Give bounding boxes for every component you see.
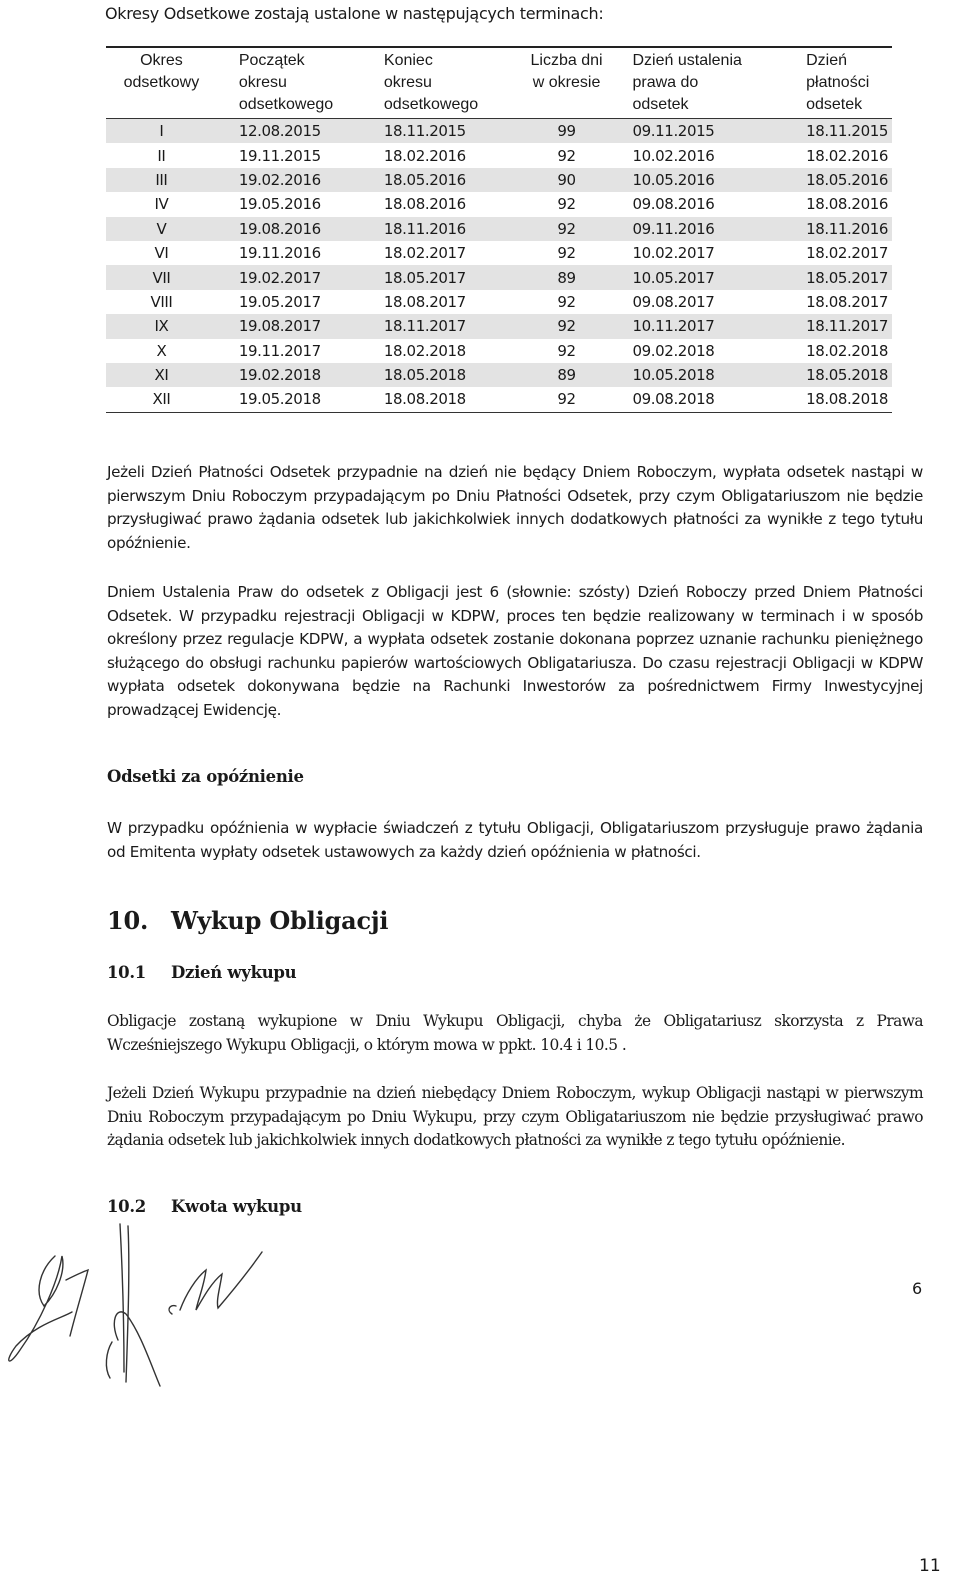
cell-koniec: 18.08.2018 xyxy=(374,387,521,412)
cell-liczba-dni: 92 xyxy=(557,292,576,311)
handwritten-signature-image xyxy=(0,1222,320,1392)
cell-koniec: 18.05.2018 xyxy=(374,363,521,387)
table-row xyxy=(106,168,892,192)
cell-dzien-platnosci: 18.11.2016 xyxy=(784,217,892,241)
cell-dzien-platnosci: 18.05.2018 xyxy=(784,363,892,387)
page-number-outer: 11 xyxy=(919,1556,941,1576)
paragraph-payment-day: Jeżeli Dzień Płatności Odsetek przypadnie na dzień nie będący Dniem Roboczym, wypłata odsetek nastąpi w pierwszym Dniu Roboczym przypadającym po Dniu Płatności Odsetek, przy czym Obligatariuszom nie będzie przysługiwać prawo żądania odsetek lub jakichkolwiek innych dodatkowych płatności za wynikłe z tego tytułu opóźnienie. xyxy=(107,463,923,552)
cell-dzien-platnosci: 18.11.2015 xyxy=(784,119,892,144)
paragraph-record-date: Dniem Ustalenia Praw do odsetek z Obligacji jest 6 (słownie: szósty) Dzień Roboczy przed Dniem Płatności Odsetek. W przypadku rejestracji Obligacji w KDPW, proces ten będzie realizowany w terminach i w sposób określony przez regulacje KDPW, a wypłata odsetek zostanie dokonana poprzez uznanie rachunku pieniężnego służącego do obsługi rachunku papierów wartościowych Obligatariusza. Do czasu rejestracji Obligacji w KDPW wypłata odsetek dokonywana będzie na Rachunki Inwestorów za pośrednictwem Firmy Inwestycyjnej prowadzącej Ewidencję. xyxy=(107,583,923,719)
interest-periods-table xyxy=(106,46,892,413)
cell-dzien-platnosci: 18.02.2018 xyxy=(806,341,888,360)
header-okres: Okres odsetkowy xyxy=(106,47,217,119)
cell-liczba-dni: 92 xyxy=(557,195,576,214)
page-number-inner: 6 xyxy=(912,1279,923,1298)
cell-dzien-ustalenia: 10.11.2017 xyxy=(613,314,785,338)
cell-okres: II xyxy=(157,146,166,165)
cell-dzien-platnosci: 18.02.2017 xyxy=(806,244,888,263)
subsection-number: 10.1 xyxy=(107,963,146,982)
subsection-number: 10.2 xyxy=(107,1197,146,1216)
cell-dzien-platnosci: 18.08.2016 xyxy=(806,195,888,214)
cell-dzien-ustalenia: 10.02.2017 xyxy=(632,244,715,263)
cell-poczatek: 19.11.2016 xyxy=(238,244,321,263)
cell-poczatek: 19.08.2017 xyxy=(217,314,374,338)
cell-koniec: 18.11.2017 xyxy=(374,314,521,338)
table-header-row xyxy=(106,47,892,119)
cell-okres: IV xyxy=(154,195,169,214)
cell-poczatek: 12.08.2015 xyxy=(217,119,374,144)
cell-koniec: 18.05.2016 xyxy=(374,168,521,192)
table-row xyxy=(106,387,892,412)
paragraph-late-interest: W przypadku opóźnienia w wypłacie świadczeń z tytułu Obligacji, Obligatariuszom przysługuje prawo żądania od Emitenta wypłaty odsetek ustawowych za każdy dzień opóźnienia w płatności. xyxy=(107,819,923,861)
cell-okres: I xyxy=(106,119,217,144)
table-row xyxy=(106,217,892,241)
table-row xyxy=(106,192,892,216)
cell-dzien-ustalenia: 09.11.2016 xyxy=(613,217,785,241)
table-row xyxy=(106,363,892,387)
paragraph-redemption-day: Jeżeli Dzień Wykupu przypadnie na dzień niebędący Dniem Roboczym, wykup Obligacji nastąpi w pierwszym Dniu Roboczym przypadającym po Dniu Wykupu, przy czym Obligatariuszom nie będzie przysługiwać prawo żądania odsetek lub jakichkolwiek innych dodatkowych płatności za wynikłe z tego tytułu opóźnienie. xyxy=(107,1084,923,1149)
cell-okres: VIII xyxy=(150,292,173,311)
cell-liczba-dni: 92 xyxy=(521,387,613,412)
subsection-title: Kwota wykupu xyxy=(171,1197,302,1216)
cell-poczatek: 19.02.2016 xyxy=(217,168,374,192)
cell-poczatek: 19.11.2015 xyxy=(238,146,321,165)
cell-liczba-dni: 92 xyxy=(557,341,576,360)
cell-okres: XII xyxy=(106,387,217,412)
cell-dzien-platnosci: 18.05.2017 xyxy=(784,265,892,289)
cell-koniec: 18.11.2015 xyxy=(374,119,521,144)
cell-koniec: 18.08.2017 xyxy=(383,292,466,311)
cell-koniec: 18.05.2017 xyxy=(374,265,521,289)
cell-liczba-dni: 92 xyxy=(557,146,576,165)
cell-poczatek: 19.02.2017 xyxy=(217,265,374,289)
section-number: 10. xyxy=(107,906,149,935)
heading-late-interest: Odsetki za opóźnienie xyxy=(107,767,304,786)
table-row xyxy=(106,314,892,338)
cell-dzien-ustalenia: 09.11.2015 xyxy=(613,119,785,144)
cell-koniec: 18.02.2018 xyxy=(383,341,466,360)
cell-dzien-ustalenia: 09.08.2016 xyxy=(632,195,715,214)
cell-dzien-platnosci: 18.11.2017 xyxy=(784,314,892,338)
cell-liczba-dni: 92 xyxy=(521,217,613,241)
cell-poczatek: 19.05.2018 xyxy=(217,387,374,412)
cell-dzien-ustalenia: 09.08.2018 xyxy=(613,387,785,412)
cell-okres: X xyxy=(156,341,167,360)
table-row xyxy=(106,143,892,167)
cell-okres: XI xyxy=(106,363,217,387)
cell-dzien-platnosci: 18.02.2016 xyxy=(806,146,888,165)
cell-poczatek: 19.11.2017 xyxy=(238,341,321,360)
section-heading xyxy=(107,906,388,935)
cell-koniec: 18.11.2016 xyxy=(374,217,521,241)
cell-poczatek: 19.02.2018 xyxy=(217,363,374,387)
header-koniec: Koniec okresu odsetkowego xyxy=(374,47,521,119)
subsection-heading-10-2 xyxy=(107,1197,302,1216)
cell-dzien-ustalenia: 10.05.2016 xyxy=(613,168,785,192)
table-row xyxy=(106,339,892,363)
cell-liczba-dni: 90 xyxy=(521,168,613,192)
header-poczatek: Początek okresu odsetkowego xyxy=(217,47,374,119)
cell-okres: VII xyxy=(106,265,217,289)
table-row xyxy=(106,290,892,314)
cell-liczba-dni: 99 xyxy=(521,119,613,144)
header-dzien-platnosci: Dzień płatności odsetek xyxy=(784,47,892,119)
intro-text: Okresy Odsetkowe zostają ustalone w następujących terminach: xyxy=(105,4,604,23)
cell-koniec: 18.02.2016 xyxy=(383,146,466,165)
cell-dzien-ustalenia: 09.02.2018 xyxy=(632,341,715,360)
table-row xyxy=(106,265,892,289)
header-liczba-dni: Liczba dni w okresie xyxy=(521,47,613,119)
cell-okres: V xyxy=(106,217,217,241)
section-title: Wykup Obligacji xyxy=(171,906,389,935)
paragraph-redemption: Obligacje zostaną wykupione w Dniu Wykupu Obligacji, chyba że Obligatariusz skorzysta z Prawa Wcześniejszego Wykupu Obligacji, o którym mowa w ppkt. 10.4 i 10.5 . xyxy=(107,1012,923,1054)
cell-dzien-ustalenia: 10.05.2018 xyxy=(613,363,785,387)
cell-poczatek: 19.05.2016 xyxy=(238,195,321,214)
cell-dzien-platnosci: 18.05.2016 xyxy=(784,168,892,192)
table-row xyxy=(106,119,892,144)
cell-koniec: 18.02.2017 xyxy=(383,244,466,263)
subsection-title: Dzień wykupu xyxy=(171,963,297,982)
cell-okres: IX xyxy=(106,314,217,338)
cell-liczba-dni: 92 xyxy=(521,314,613,338)
cell-liczba-dni: 89 xyxy=(521,265,613,289)
cell-dzien-ustalenia: 10.05.2017 xyxy=(613,265,785,289)
table-row xyxy=(106,241,892,265)
cell-koniec: 18.08.2016 xyxy=(383,195,466,214)
header-dzien-ustalenia: Dzień ustalenia prawa do odsetek xyxy=(613,47,785,119)
subsection-heading-10-1 xyxy=(107,963,296,982)
cell-liczba-dni: 89 xyxy=(521,363,613,387)
cell-dzien-ustalenia: 10.02.2016 xyxy=(632,146,715,165)
cell-dzien-platnosci: 18.08.2017 xyxy=(806,292,888,311)
cell-dzien-ustalenia: 09.08.2017 xyxy=(632,292,715,311)
cell-poczatek: 19.05.2017 xyxy=(238,292,321,311)
cell-poczatek: 19.08.2016 xyxy=(217,217,374,241)
cell-liczba-dni: 92 xyxy=(557,244,576,263)
cell-dzien-platnosci: 18.08.2018 xyxy=(784,387,892,412)
cell-okres: III xyxy=(106,168,217,192)
cell-okres: VI xyxy=(154,244,169,263)
